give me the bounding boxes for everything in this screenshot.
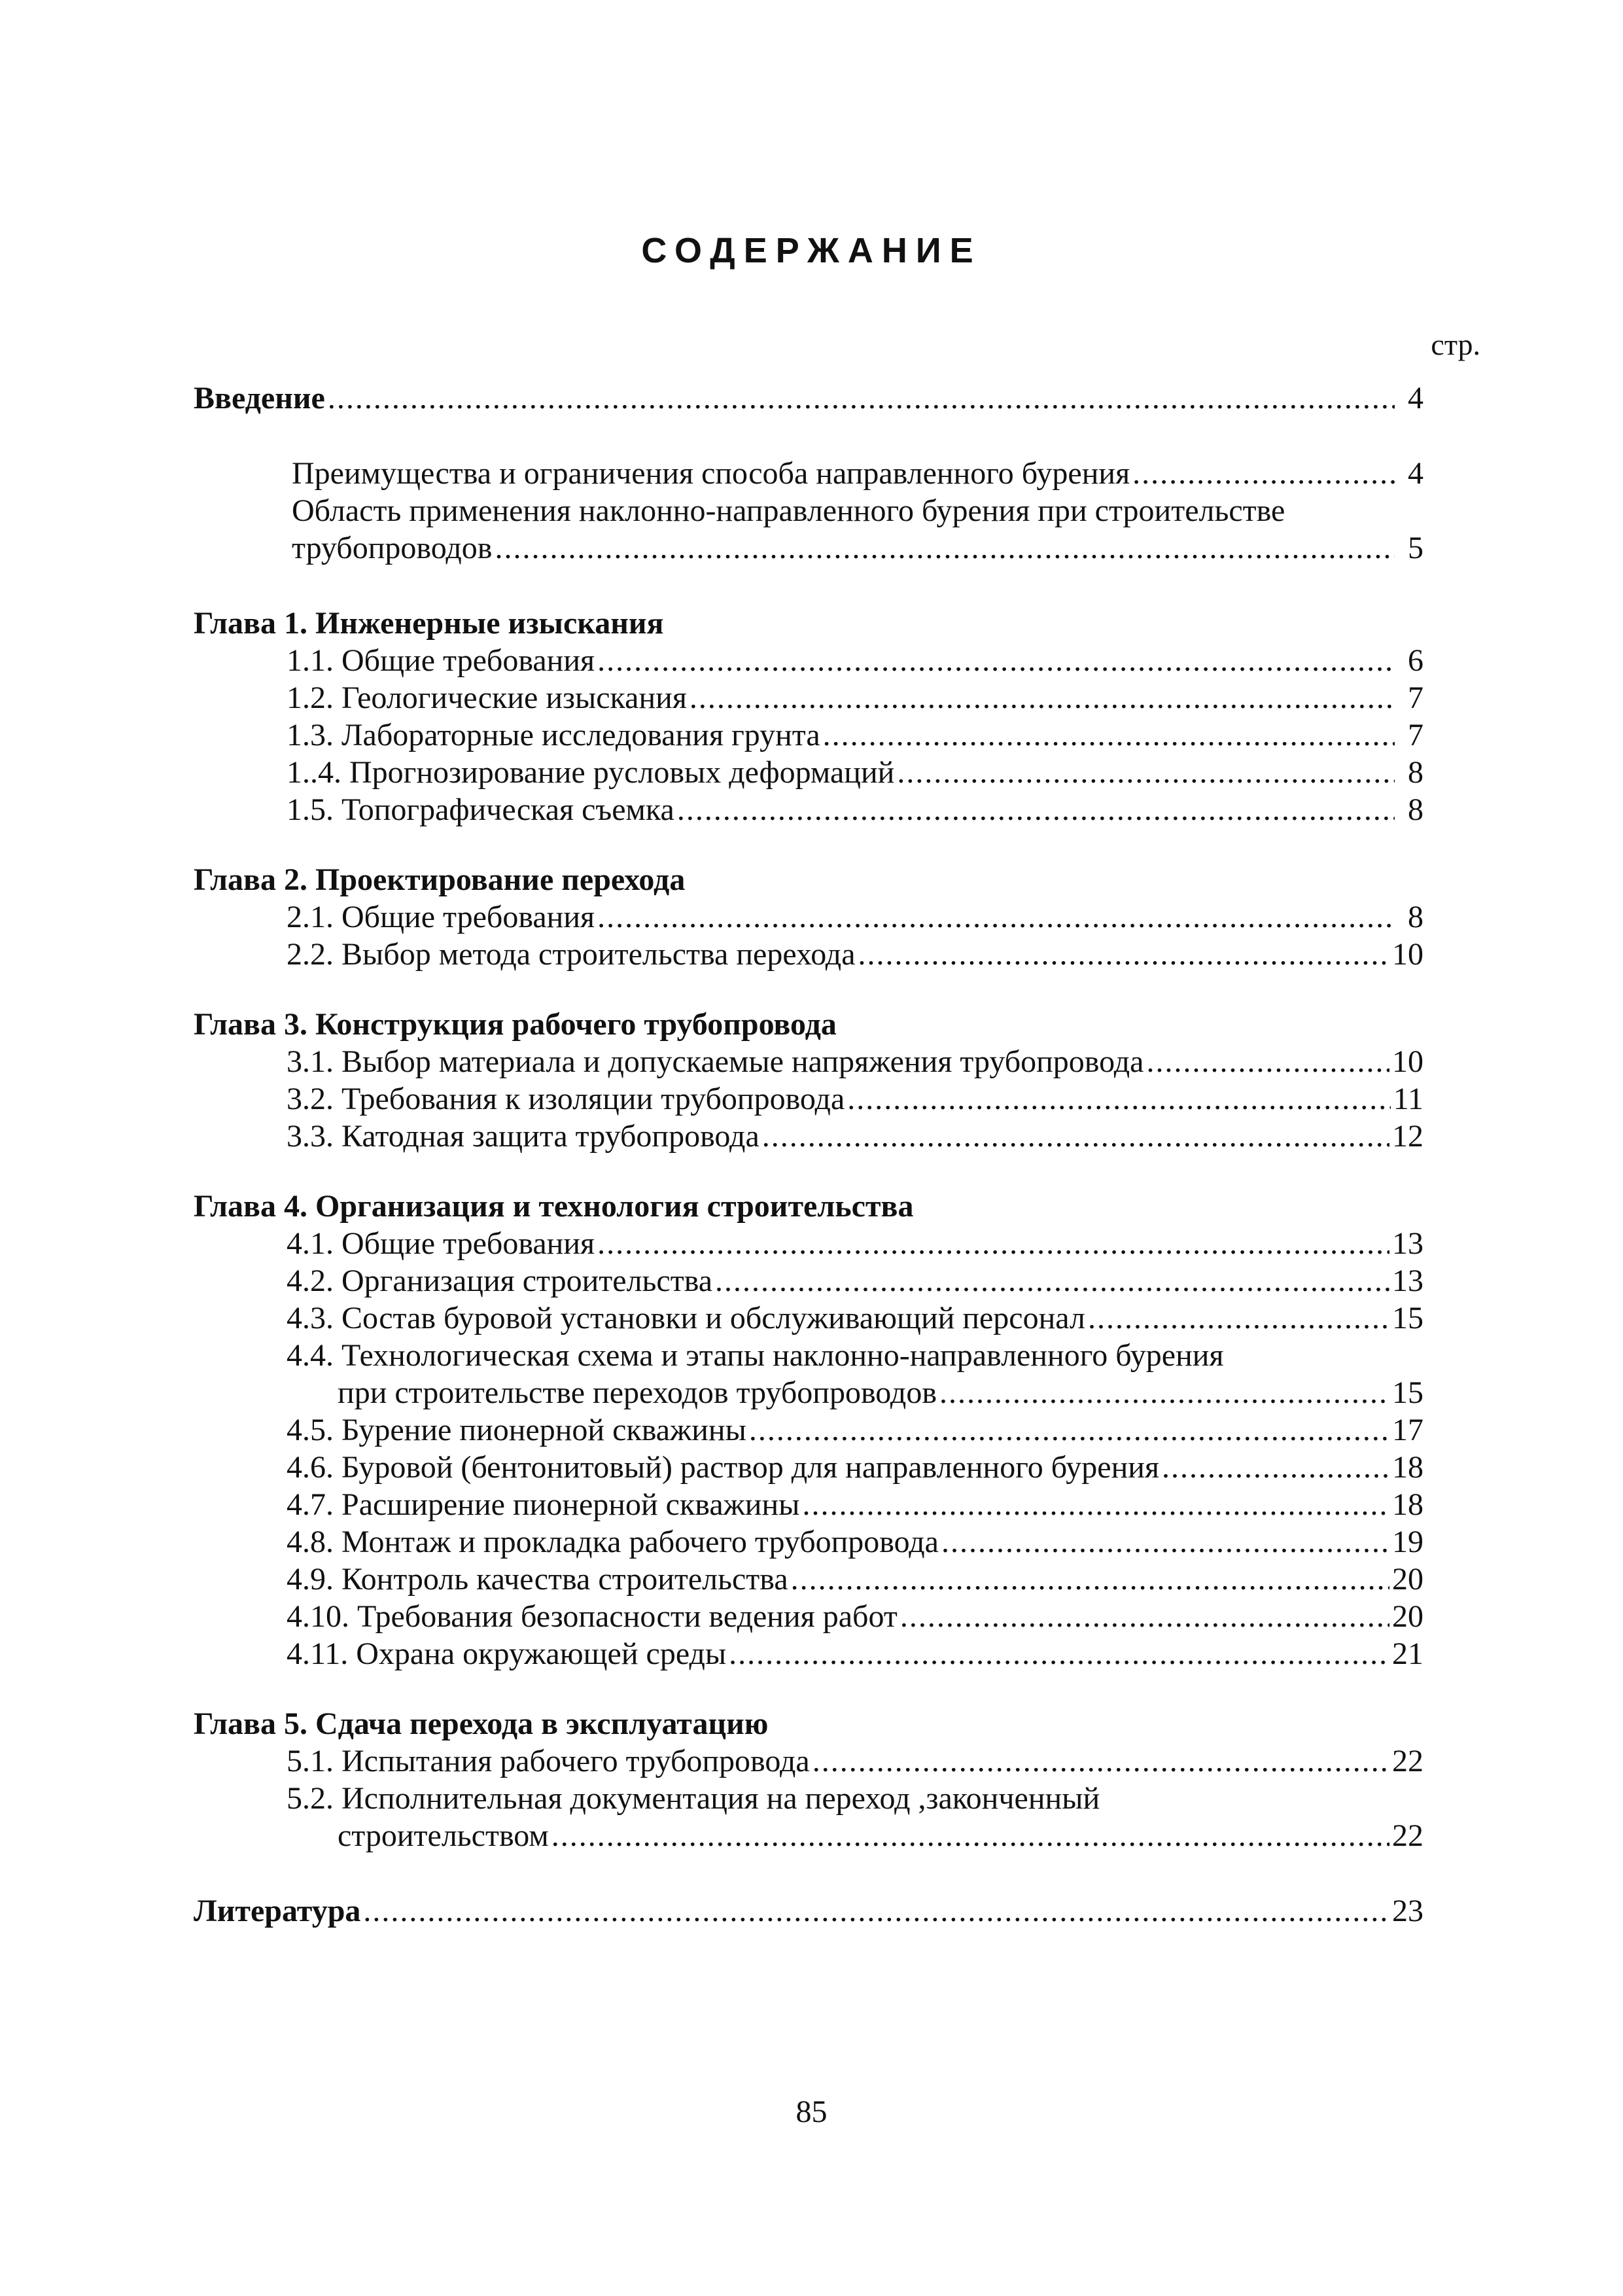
toc-entry-page: 5 — [1408, 531, 1423, 565]
toc-entry — [194, 1561, 1423, 1598]
leader-dots — [677, 791, 1395, 828]
toc-entry-label: 4.11. Охрана окружающей среды — [287, 1636, 727, 1671]
toc-entry-page: 10 — [1392, 1044, 1423, 1079]
leader-dots — [363, 1892, 1389, 1930]
toc-entry-page: 8 — [1408, 900, 1423, 934]
toc-entry-label: Область применения наклонно-направленного бурения при строительстве — [292, 493, 1285, 528]
toc-entry — [194, 492, 1423, 529]
toc-entry — [194, 791, 1423, 828]
toc-entry — [194, 642, 1423, 679]
toc-entry-page: 8 — [1408, 792, 1423, 827]
leader-dots — [715, 1262, 1389, 1299]
toc-entry-label: трубопроводов — [292, 531, 493, 565]
leader-dots — [495, 529, 1395, 567]
table-of-contents — [194, 380, 1423, 1930]
toc-entry — [194, 1449, 1423, 1486]
toc-entry-page: 22 — [1392, 1744, 1423, 1778]
chapter-title: Глава 1. Инженерные изыскания — [194, 606, 664, 641]
leader-dots — [847, 1080, 1391, 1118]
toc-entry-page: 7 — [1408, 718, 1423, 752]
chapter-title: Глава 4. Организация и технология строительства — [194, 1189, 914, 1224]
leader-dots — [900, 1598, 1389, 1635]
leader-dots — [812, 1742, 1389, 1780]
toc-entry — [194, 1262, 1423, 1299]
chapter-title: Глава 5. Сдача перехода в эксплуатацию — [194, 1706, 769, 1741]
leader-dots — [823, 716, 1395, 754]
toc-entry-page: 20 — [1392, 1562, 1423, 1597]
toc-entry — [194, 1411, 1423, 1449]
toc-entry-label: 4.4. Технологическая схема и этапы наклонно-направленного бурения — [287, 1338, 1224, 1373]
toc-chapter-4 — [194, 1188, 1423, 1225]
toc-entry — [194, 898, 1423, 936]
toc-entry-page: 15 — [1392, 1375, 1423, 1410]
toc-entry — [194, 1043, 1423, 1080]
toc-entry-page: 20 — [1392, 1599, 1423, 1634]
leader-dots — [749, 1411, 1389, 1449]
toc-entry — [194, 1817, 1423, 1854]
toc-entry — [194, 1780, 1423, 1817]
toc-entry-page: 22 — [1392, 1818, 1423, 1853]
toc-entry-page: 6 — [1408, 643, 1423, 678]
toc-entry-label: 1.3. Лабораторные исследования грунта — [287, 718, 820, 752]
toc-entry-label: 4.10. Требования безопасности ведения работ — [287, 1599, 898, 1634]
leader-dots — [941, 1523, 1389, 1561]
toc-entry-label: 4.6. Буровой (бентонитовый) раствор для направленного бурения — [287, 1450, 1160, 1485]
toc-entry-label: 5.2. Исполнительная документация на переход ,законченный — [287, 1781, 1100, 1816]
toc-entry-page: 23 — [1392, 1894, 1423, 1928]
toc-entry-label: Литература — [194, 1894, 361, 1928]
toc-entry — [194, 1118, 1423, 1155]
toc-entry — [194, 1080, 1423, 1118]
toc-entry-page: 12 — [1392, 1119, 1423, 1154]
leader-dots — [597, 898, 1395, 936]
leader-dots — [1162, 1449, 1389, 1486]
chapter-title: Глава 2. Проектирование перехода — [194, 862, 686, 897]
toc-entry-page: 18 — [1392, 1450, 1423, 1485]
toc-entry-label: 3.2. Требования к изоляции трубопровода — [287, 1082, 845, 1116]
toc-entry-label: 4.7. Расширение пионерной скважины — [287, 1487, 800, 1522]
leader-dots — [729, 1635, 1389, 1672]
toc-entry-label: 5.1. Испытания рабочего трубопровода — [287, 1744, 810, 1778]
toc-entry-label: 2.2. Выбор метода строительства перехода — [287, 937, 856, 972]
leader-dots — [897, 754, 1395, 791]
toc-entry — [194, 529, 1423, 567]
toc-entry-label: 4.5. Бурение пионерной скважины — [287, 1413, 746, 1447]
page-number: 85 — [795, 2094, 828, 2129]
toc-entry-page: 11 — [1393, 1082, 1423, 1116]
toc-entry-label: 3.3. Катодная защита трубопровода — [287, 1119, 759, 1154]
toc-entry-label: 1..4. Прогнозирование русловых деформаций — [287, 755, 895, 790]
leader-dots — [802, 1486, 1389, 1523]
toc-entry-label: 4.9. Контроль качества строительства — [287, 1562, 788, 1597]
leader-dots — [762, 1118, 1389, 1155]
toc-entry-label: 1.1. Общие требования — [287, 643, 595, 678]
toc-entry — [194, 716, 1423, 754]
toc-chapter-3 — [194, 1006, 1423, 1043]
toc-entry — [194, 1742, 1423, 1780]
toc-entry-label: Преимущества и ограничения способа направленного бурения — [292, 456, 1130, 491]
toc-entry-page: 13 — [1392, 1263, 1423, 1298]
leader-dots — [1088, 1299, 1389, 1337]
toc-entry-label: 4.8. Монтаж и прокладка рабочего трубопровода — [287, 1525, 939, 1559]
toc-entry-label: 3.1. Выбор материала и допускаемые напряжения трубопровода — [287, 1044, 1144, 1079]
toc-entry-page: 4 — [1408, 381, 1423, 415]
leader-dots — [791, 1561, 1389, 1598]
toc-entry — [194, 1337, 1423, 1374]
toc-entry — [194, 936, 1423, 973]
toc-entry — [194, 1299, 1423, 1337]
leader-dots — [597, 1225, 1389, 1262]
toc-entry — [194, 1486, 1423, 1523]
toc-entry-page: 15 — [1392, 1301, 1423, 1335]
toc-entry-page: 4 — [1408, 456, 1423, 491]
toc-entry — [194, 1225, 1423, 1262]
leader-dots — [328, 380, 1395, 417]
leader-dots — [939, 1374, 1389, 1411]
toc-entry-page: 18 — [1392, 1487, 1423, 1522]
toc-entry-label: 2.1. Общие требования — [287, 900, 595, 934]
toc-entry — [194, 754, 1423, 791]
toc-chapter-5 — [194, 1705, 1423, 1742]
toc-entry-label: строительством — [338, 1818, 549, 1853]
toc-entry-page: 10 — [1392, 937, 1423, 972]
toc-entry-page: 17 — [1392, 1413, 1423, 1447]
toc-entry-page: 21 — [1392, 1636, 1423, 1671]
toc-entry — [194, 1523, 1423, 1561]
page-title: СОДЕРЖАНИЕ — [641, 231, 982, 270]
toc-entry-label: 1.2. Геологические изыскания — [287, 680, 687, 715]
toc-entry-page: 19 — [1392, 1525, 1423, 1559]
toc-entry-label: при строительстве переходов трубопроводов — [338, 1375, 937, 1410]
leader-dots — [1146, 1043, 1389, 1080]
toc-entry-label: 1.5. Топографическая съемка — [287, 792, 674, 827]
toc-chapter-2 — [194, 861, 1423, 898]
toc-entry-label: 4.3. Состав буровой установки и обслуживающий персонал — [287, 1301, 1085, 1335]
toc-entry-literature — [194, 1892, 1423, 1930]
toc-entry-intro — [194, 380, 1423, 417]
toc-entry-page: 8 — [1408, 755, 1423, 790]
toc-entry-label: 4.2. Организация строительства — [287, 1263, 713, 1298]
toc-entry-label: Введение — [194, 381, 325, 415]
leader-dots — [597, 642, 1395, 679]
toc-entry — [194, 1374, 1423, 1411]
toc-entry — [194, 1598, 1423, 1635]
page-column-label: стр. — [1431, 328, 1480, 361]
chapter-title: Глава 3. Конструкция рабочего трубопровода — [194, 1007, 837, 1042]
toc-entry — [194, 455, 1423, 492]
toc-entry-page: 7 — [1408, 680, 1423, 715]
toc-entry — [194, 679, 1423, 716]
leader-dots — [858, 936, 1389, 973]
toc-entry-page: 13 — [1392, 1226, 1423, 1261]
toc-entry — [194, 1635, 1423, 1672]
toc-entry-label: 4.1. Общие требования — [287, 1226, 595, 1261]
leader-dots — [1132, 455, 1395, 492]
toc-chapter-1 — [194, 605, 1423, 642]
leader-dots — [689, 679, 1395, 716]
leader-dots — [551, 1817, 1389, 1854]
